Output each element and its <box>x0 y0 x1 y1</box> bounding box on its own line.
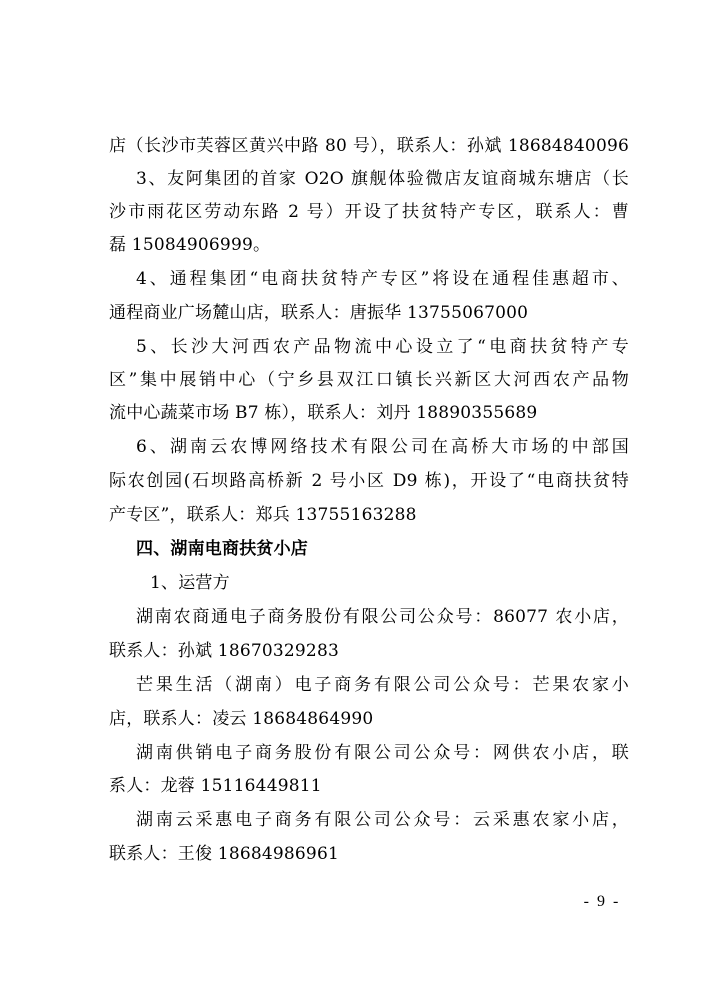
page-number: - 9 - <box>583 893 621 910</box>
section-heading: 四、湖南电商扶贫小店 <box>136 539 308 559</box>
text-line: 湖南农商通电子商务股份有限公司公众号：86077 农小店， <box>136 607 629 627</box>
text-line: 5、长沙大河西农产品物流中心设立了“电商扶贫特产专 <box>136 337 629 357</box>
text-line: 店，联系人：凌云 18684864990 <box>109 709 374 729</box>
text-line: 4、通程集团“电商扶贫特产专区”将设在通程佳惠超市、 <box>136 269 629 289</box>
text-line: 磊 15084906999。 <box>109 235 271 255</box>
text-line: 店（长沙市芙蓉区黄兴中路 80 号），联系人：孙斌 18684840096 <box>109 136 629 156</box>
text-line: 湖南供销电子商务股份有限公司公众号：网供农小店，联 <box>136 743 629 763</box>
text-line: 通程商业广场麓山店，联系人：唐振华 13755067000 <box>109 303 529 323</box>
subsection-heading: 1、运营方 <box>150 573 230 593</box>
text-line: 沙市雨花区劳动东路 2 号）开设了扶贫特产专区，联系人：曹 <box>109 202 629 222</box>
text-line: 流中心蔬菜市场 B7 栋），联系人：刘丹 18890355689 <box>109 403 538 423</box>
text-line: 湖南云采惠电子商务有限公司公众号：云采惠农家小店， <box>136 810 629 830</box>
text-line: 系人：龙蓉 15116449811 <box>109 776 322 796</box>
text-line: 联系人：王俊 18684986961 <box>109 844 339 864</box>
text-line: 产专区”，联系人：郑兵 13755163288 <box>109 505 417 525</box>
text-line: 联系人：孙斌 18670329283 <box>109 641 339 661</box>
text-line: 芒果生活（湖南）电子商务有限公司公众号：芒果农家小 <box>136 675 629 695</box>
text-line: 际农创园(石坝路高桥新 2 号小区 D9 栋)，开设了“电商扶贫特 <box>109 471 629 491</box>
text-line: 3、友阿集团的首家 O2O 旗舰体验微店友谊商城东塘店（长 <box>136 169 629 189</box>
text-line: 区”集中展销中心（宁乡县双江口镇长兴新区大河西农产品物 <box>109 370 629 390</box>
text-line: 6、湖南云农博网络技术有限公司在高桥大市场的中部国 <box>136 437 629 457</box>
